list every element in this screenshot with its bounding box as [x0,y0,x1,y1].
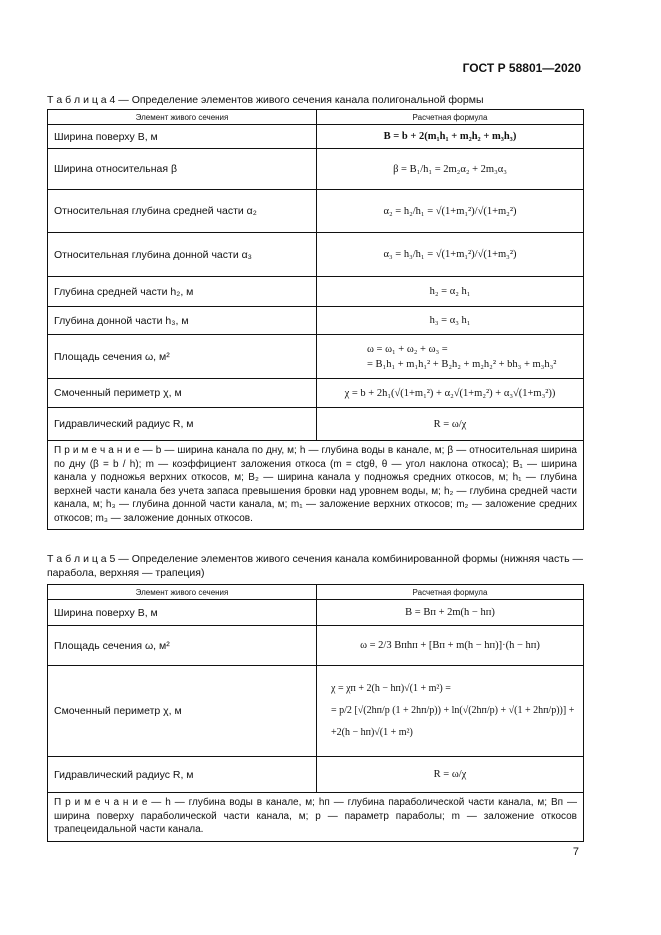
table-row [48,190,584,233]
page-number: 7 [572,846,579,858]
table-row [48,307,584,335]
table5-note: П р и м е ч а н и е — h — глубина воды в канале, м; hп — глубина параболической части канала, м; Bп — ширина поверху параболической части канала, м; p — параметр параболы; m — заложение откосов трапецеидальной части канала. [48,793,584,842]
table4-row-formula: α₃ = h₃/h₁ = √(1+m₁²)/√(1+m₃²) [317,233,584,277]
table-row [48,125,584,149]
table4-row-label: Глубина донной части h₃, м [48,307,317,335]
table4-row-label: Относительная глубина донной части α₃ [48,233,317,277]
table4-row-formula: B = b + 2(m₁h₁ + m₂h₂ + m₃h₃) [317,125,584,149]
table4-note: П р и м е ч а н и е — b — ширина канала по дну, м; h — глубина воды в канале, м; β — относительная ширина по дну (β = b / h); m — коэффициент заложения откоса (m = ctgθ, θ — угол наклона откоса); B₁ — ширина канала у подножья верхних откосов, м; B₂ — ширина канала у подножья средних откосов, м; h₁ — глубина верхней части канала без учета запаса превышения бровки над уровнем воды, м; h₂ — глубина средней части канала, м; h₃ — глубина донной части канала, м; m₁ — заложение верхних откосов; m₂ — заложение средних откосов; m₃ — заложение донных откосов. [48,441,584,530]
table4-row-formula: α₂ = h₂/h₁ = √(1+m₁²)/√(1+m₂²) [317,190,584,233]
table4-row-formula [317,335,584,379]
table-row [48,666,584,757]
table4-row-label: Ширина поверху B, м [48,125,317,149]
table-row [48,149,584,190]
formula-line: +2(h − hп)√(1 + m²) [331,727,413,738]
table4-caption: Т а б л и ц а 4 — Определение элементов живого сечения канала полигональной формы [47,94,484,106]
formula-line: = p/2 [√(2hп/p (1 + 2hп/p)) + ln(√(2hп/p) + √(1 + 2hп/p))] + [331,705,575,716]
table5-col-element: Элемент живого сечения [48,585,317,600]
formula-line: ω = ω₁ + ω₂ + ω₃ = [367,343,448,355]
table4-row-formula: h₃ = α₃ h₁ [317,307,584,335]
table5-row-formula: B = Bп + 2m(h − hп) [317,600,584,626]
table5-caption: Т а б л и ц а 5 — Определение элементов живого сечения канала комбинированной формы (нижняя часть — парабола, верхняя — трапеция) [47,553,583,579]
table-row [48,600,584,626]
table4-row-label: Площадь сечения ω, м² [48,335,317,379]
table5-row-label: Площадь сечения ω, м² [48,626,317,666]
table4-row-label: Глубина средней части h₂, м [48,277,317,307]
table4-col-element: Элемент живого сечения [48,110,317,125]
table-row [48,626,584,666]
table-row [48,408,584,441]
document-header: ГОСТ Р 58801—2020 [462,61,581,75]
table4-row-formula: R = ω/χ [317,408,584,441]
table-row [48,379,584,408]
table5-row-formula: ω = 2/3 Bпhп + [Bп + m(h − hп)]·(h − hп) [317,626,584,666]
table4-row-label: Гидравлический радиус R, м [48,408,317,441]
formula-line: χ = χп + 2(h − hп)√(1 + m²) = [331,683,451,694]
table-row [48,277,584,307]
table-row [48,233,584,277]
table5-row-formula [317,666,584,757]
table5-col-formula: Расчетная формула [317,585,584,600]
table4-row-formula: β = B₁/h₁ = 2m₂α₂ + 2m₃α₃ [317,149,584,190]
table5-row-label: Смоченный периметр χ, м [48,666,317,757]
table4-row-label: Относительная глубина средней части α₂ [48,190,317,233]
formula-line: = B₁h₁ + m₁h₁² + B₂h₂ + m₂h₂² + bh₃ + m₃h₃² [367,358,557,370]
table5 [47,584,584,842]
table5-row-label: Ширина поверху B, м [48,600,317,626]
table4-row-formula: χ = b + 2h₁(√(1+m₁²) + α₂√(1+m₂²) + α₃√(1+m₃²)) [317,379,584,408]
table4-row-label: Ширина относительная β [48,149,317,190]
table4 [47,109,584,530]
table-row [48,757,584,793]
table4-row-formula: h₂ = α₂ h₁ [317,277,584,307]
table-row [48,335,584,379]
table5-row-label: Гидравлический радиус R, м [48,757,317,793]
table5-row-formula: R = ω/χ [317,757,584,793]
table4-row-label: Смоченный периметр χ, м [48,379,317,408]
table4-col-formula: Расчетная формула [317,110,584,125]
